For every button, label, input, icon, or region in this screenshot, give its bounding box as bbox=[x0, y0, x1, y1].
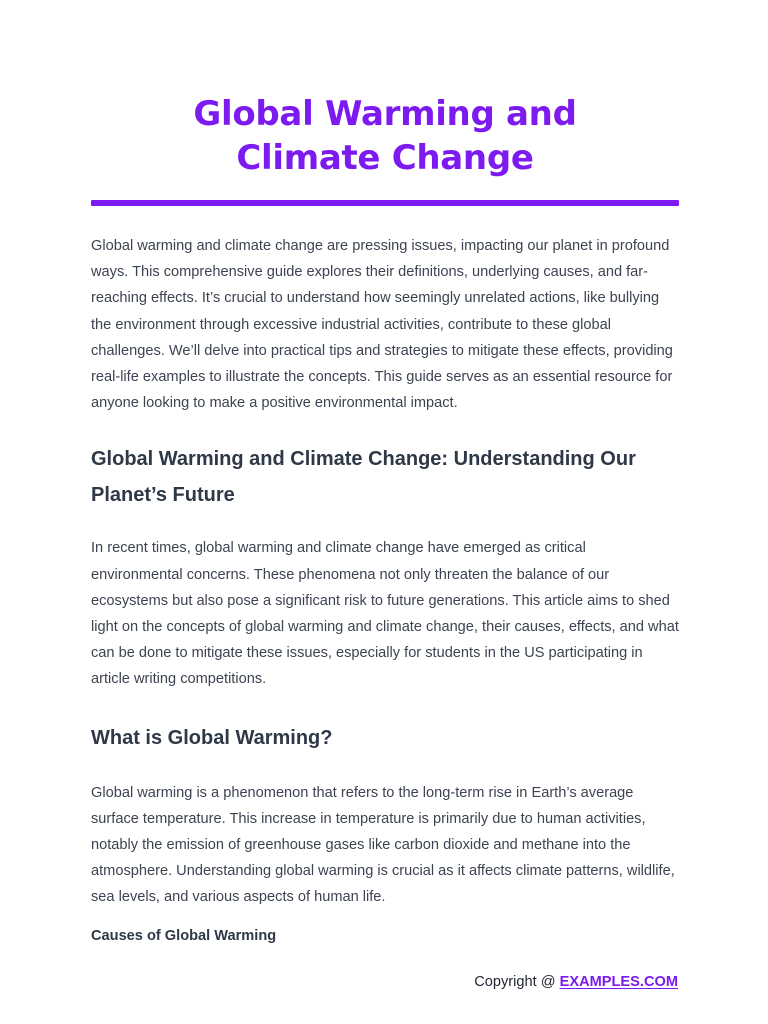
document-title bbox=[91, 92, 679, 180]
section-heading-understanding: Global Warming and Climate Change: Understanding Our Planet’s Future bbox=[91, 448, 636, 507]
intro-paragraph: Global warming and climate change are pressing issues, impacting our planet in profound ways. This comprehensive guide explores their definitions, underlying causes, and far-reaching effects. It’s crucial to understand how seemingly unrelated actions, like bullying the environment through excessive industrial activities, contribute to these global challenges. We’ll delve into practical tips and strategies to mitigate these effects, providing real-life examples to illustrate the concepts. This guide serves as an essential resource for anyone looking to make a positive environmental impact. bbox=[91, 238, 673, 412]
document-page bbox=[91, 0, 679, 946]
copyright-text: Copyright @ bbox=[474, 974, 560, 990]
title-line-2: Climate Change bbox=[236, 138, 534, 178]
title-line-1: Global Warming and bbox=[193, 94, 577, 134]
subheading-causes: Causes of Global Warming bbox=[91, 927, 277, 944]
section-heading-what-is-global-warming: What is Global Warming? bbox=[91, 726, 333, 749]
examples-link[interactable]: EXAMPLES.COM bbox=[559, 974, 678, 990]
section-paragraph-global-warming: Global warming is a phenomenon that refers to the long-term rise in Earth’s average surface temperature. This increase in temperature is primarily due to human activities, notably the emission of greenhouse gases like carbon dioxide and methane into the atmosphere. Understanding global warming is crucial as it affects climate patterns, wildlife, sea levels, and various aspects of human life. bbox=[91, 784, 675, 906]
copyright-footer bbox=[474, 972, 678, 992]
title-divider bbox=[91, 200, 679, 206]
section-paragraph-recent-times: In recent times, global warming and climate change have emerged as critical environmental concerns. These phenomena not only threaten the balance of our ecosystems but also pose a significant risk to future generations. This article aims to shed light on the concepts of global warming and climate change, their causes, effects, and what can be done to mitigate these issues, especially for students in the US participating in article writing competitions. bbox=[91, 540, 679, 688]
